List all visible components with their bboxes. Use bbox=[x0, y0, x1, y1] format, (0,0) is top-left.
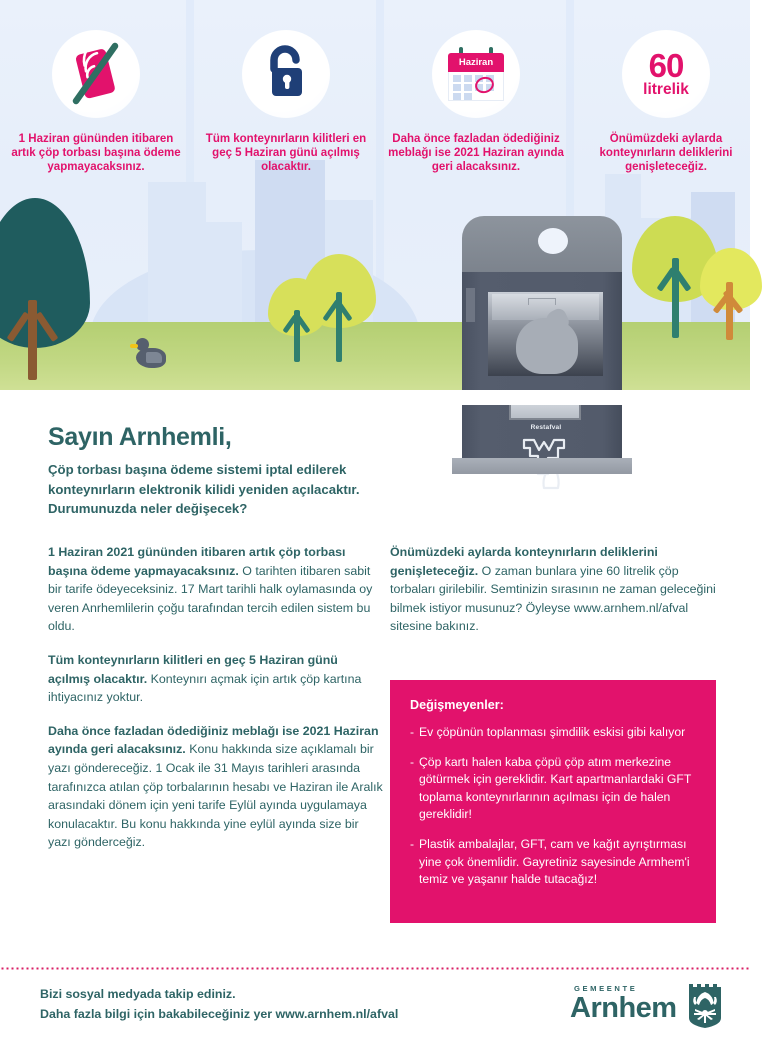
tree-trunk bbox=[28, 300, 37, 380]
container-base bbox=[452, 458, 632, 474]
calendar-icon bbox=[448, 47, 504, 101]
container-lid bbox=[462, 216, 622, 276]
header-caption-4: Önümüzdeki aylarda konteynırların deliklerini genişleteceğiz. bbox=[599, 133, 733, 174]
arnhem-coat-of-arms-icon bbox=[688, 982, 722, 1028]
footer-divider bbox=[0, 967, 750, 970]
paragraph-bold: Daha önce fazladan ödediğiniz meblağı ise 2021 Haziran ayında geri alacaksınız. bbox=[48, 723, 379, 757]
paragraph bbox=[48, 651, 383, 707]
container-body bbox=[462, 272, 622, 460]
container-side-strip bbox=[466, 288, 475, 322]
duck-wing bbox=[146, 352, 162, 363]
icon-circle-calendar bbox=[432, 30, 520, 118]
open-padlock-icon bbox=[258, 43, 314, 105]
container-label: Restafval bbox=[530, 424, 562, 431]
list-dash: - bbox=[410, 725, 415, 739]
badge-unit: litrelik bbox=[643, 80, 689, 98]
footer-line-2: Daha fazla bilgi için bakabileceğiniz yer www.arnhem.nl/afval bbox=[40, 1007, 399, 1021]
header-caption-2: Tüm konteynırların kilitleri en geç 5 Haziran günü açılmış olacaktır. bbox=[205, 133, 367, 174]
callout-list-item bbox=[410, 724, 696, 742]
icon-circle-no-waste-card bbox=[52, 30, 140, 118]
badge-number: 60 bbox=[648, 46, 684, 84]
container-lid-hole bbox=[538, 228, 568, 254]
callout-item-text: Çöp kartı halen kaba çöpü çöp atım merkezine götürmek için gereklidir. Kart apartmanlardaki GFT toplama konteynırlarının açılması için de halen gereklidir! bbox=[419, 754, 692, 822]
hero-illustration-section bbox=[0, 0, 750, 431]
callout-list-item bbox=[410, 836, 696, 889]
duck-beak bbox=[130, 344, 138, 348]
list-dash: - bbox=[410, 836, 415, 851]
header-caption-1: 1 Haziran gününden itibaren artık çöp torbası başına ödeme yapmayacaksınız. bbox=[11, 133, 181, 174]
list-dash: - bbox=[410, 754, 415, 769]
paragraph bbox=[48, 543, 383, 636]
container-handle bbox=[528, 298, 556, 305]
paragraph-bold: Önümüzdeki aylarda konteynırların deliklerini genişleteceğiz. bbox=[390, 545, 658, 578]
paragraph-regular: O tarihten itibaren sabit bir tarife ödeyeceksiniz. 17 Mart tarihli halk oylamasında oy veren Anrhemlilerin çoğu tarafından tercih edilen sistem bu oldu. bbox=[48, 563, 373, 634]
waste-container-illustration bbox=[452, 216, 632, 481]
right-text-column bbox=[390, 543, 720, 651]
icon-circle-open-padlock bbox=[242, 30, 330, 118]
callout-item-text: Ev çöpünün toplanması şimdilik eskisi gibi kalıyor bbox=[419, 725, 686, 739]
left-text-column bbox=[48, 543, 383, 867]
paragraph-regular: Konu hakkında size açıklamalı bir yazı göndereceğiz. 1 Ocak ile 31 Mayıs tarihleri arasında tarafınızca atılan çöp torbalarının hesabı ve Haziran ile Aralık arasındaki dönem için yeni tarife Eylül ayında uygulamaya konulacaktır. Bu konu hakkında yine eylül ayında size bir yazı gönderceğiz. bbox=[48, 742, 383, 850]
arnhem-municipality-logo bbox=[560, 982, 720, 1040]
callout-list-item bbox=[410, 754, 696, 824]
footer-line-1: Bizi sosyal medyada takip ediniz. bbox=[40, 987, 236, 1001]
sixty-litre-badge bbox=[643, 46, 689, 98]
footer-text bbox=[40, 984, 560, 1024]
calendar-month-label: Haziran bbox=[448, 53, 504, 72]
grass-ground bbox=[0, 322, 750, 390]
header-caption-3: Daha önce fazladan ödediğiniz meblağı ise 2021 Haziran ayında geri alacaksınız. bbox=[388, 133, 564, 174]
page-subtitle: Çöp torbası başına ödeme sistemi iptal edilerek konteynırların elektronik kilidi yeniden açılacaktır. Durumunuzda neler değişecek? bbox=[48, 462, 360, 516]
logo-arnhem-text: Arnhem bbox=[570, 992, 677, 1024]
callout-title: Değişmeyenler: bbox=[410, 698, 504, 712]
paragraph-regular: Konteynırı açmak için artık çöp kartına ihtiyacınız yoktur. bbox=[48, 671, 362, 705]
callout-item-text: Plastik ambalajlar, GFT, cam ve kağıt ayrıştırması yine çok önemlidir. Gayretiniz sayesinde Armhem'i temiz ve yaşanır halde tutacağız! bbox=[419, 836, 690, 887]
paragraph-bold: 1 Haziran 2021 gününden itibaren artık çöp torbası başına ödeme yapmayacaksınız. bbox=[48, 545, 346, 578]
crossed-out-waste-card-icon bbox=[63, 43, 129, 105]
paragraph-bold: Tüm konteynırların kilitleri en geç 5 Haziran günü açılmış olacaktır. bbox=[48, 652, 338, 686]
duck-head bbox=[136, 338, 149, 351]
paragraph bbox=[390, 543, 720, 636]
paragraph-regular: O zaman bunlara yine 60 litrelik çöp torbaları girilebilir. Semtinizin sırasının ne zaman geleceğini bilmek istiyor musunuz? Öyleyse www.arnhem.nl/afval sitesine bakınız. bbox=[390, 563, 716, 634]
paragraph bbox=[48, 722, 383, 852]
unchanged-items-callout bbox=[390, 680, 716, 923]
hero-bottom-strip bbox=[0, 390, 750, 405]
icon-circle-sixty-litre bbox=[622, 30, 710, 118]
logo-gemeente-text: GEMEENTE bbox=[574, 984, 638, 993]
page-title: Sayın Arnhemli, bbox=[48, 423, 232, 451]
